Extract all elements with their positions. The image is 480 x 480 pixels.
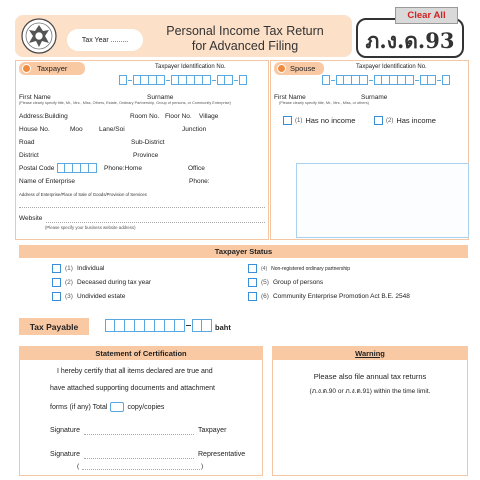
spouse-has-income-option[interactable]: [374, 116, 436, 125]
status-label-1: Individual: [76, 265, 105, 272]
taxpayer-id-label: Taxpayer Identification No.: [155, 64, 226, 70]
status-label-2: Deceased during tax year: [76, 279, 152, 286]
certification-header: [19, 346, 263, 360]
cert-line-3a: forms (if any) Total: [50, 403, 108, 411]
status-label-6: Community Enterprise Promotion Act B.E. 2548: [272, 293, 410, 300]
status-num-4: (4): [261, 265, 268, 272]
spouse-extra-panel: [296, 163, 469, 238]
status-title: Taxpayer Status: [214, 247, 273, 256]
road-label: Road: [19, 139, 35, 146]
spouse-no-income-label: Has no income: [305, 116, 356, 125]
spouse-first-name-label: First Name: [274, 94, 306, 101]
representative-name-input[interactable]: [82, 469, 200, 470]
baht-label: baht: [215, 323, 231, 332]
title-line-2: for Advanced Filing: [191, 39, 299, 53]
postal-code-input[interactable]: [57, 163, 97, 173]
enterprise-address-input[interactable]: [19, 207, 265, 208]
status-option-2[interactable]: [52, 278, 151, 287]
spouse-no-income-option[interactable]: [283, 116, 355, 125]
rep-paren-open: (: [77, 463, 80, 470]
province-label: Province: [133, 152, 159, 159]
website-note: (Please specify your business website address): [45, 225, 136, 230]
status-option-5[interactable]: [248, 278, 323, 287]
status-checkbox-6[interactable]: [248, 292, 257, 301]
phone-home-label: Phone:Home: [104, 165, 142, 172]
form-code: ภ.ง.ด.93: [365, 27, 455, 53]
taxpayer-dot-icon: [22, 64, 31, 73]
tax-payable-tab: [19, 318, 89, 335]
attachment-count-input[interactable]: [110, 402, 124, 412]
cert-line-1: I hereby certify that all items declared are true and: [57, 368, 213, 375]
spouse-label: Spouse: [290, 64, 316, 73]
office-label: Office: [188, 165, 205, 172]
spouse-id-label: Taxpayer Identification No.: [356, 64, 427, 70]
taxpayer-surname-label: Surname: [147, 94, 174, 101]
representative-signature-input[interactable]: [84, 458, 194, 459]
form-code-box: [356, 18, 464, 58]
spouse-id-input[interactable]: [322, 75, 450, 85]
spouse-has-income-checkbox[interactable]: [374, 116, 383, 125]
village-label: Village: [199, 113, 219, 120]
tax-payable-input[interactable]: [105, 319, 212, 332]
status-checkbox-5[interactable]: [248, 278, 257, 287]
tax-payable-label: Tax Payable: [29, 321, 79, 332]
sub-district-label: Sub-District: [131, 139, 165, 146]
spouse-has-income-num: (2): [386, 117, 394, 124]
status-checkbox-4[interactable]: [248, 264, 257, 273]
status-option-1[interactable]: [52, 264, 104, 273]
enterprise-name-label: Name of Enterprise: [19, 178, 75, 185]
status-label-4: Non-registered ordinary partnership: [271, 265, 351, 272]
status-label-3: Undivided estate: [76, 293, 126, 300]
taxpayer-tab: [19, 62, 85, 75]
status-num-6: (6): [261, 293, 269, 300]
spouse-has-income-label: Has income: [396, 116, 436, 125]
cert-line-3: [50, 402, 164, 412]
warning-header: [272, 346, 468, 360]
signature-label-1: Signature: [50, 427, 80, 434]
taxpayer-name-note: (Please clearly specify title, Mr., Mrs., Miss, Others, Estate, Ordinary Partnership, Group of persons, or Community Enterprise): [19, 101, 231, 105]
moo-label: Moo: [70, 126, 83, 133]
district-label: District: [19, 152, 39, 159]
lane-soi-label: Lane/Soi: [99, 126, 125, 133]
taxpayer-panel: [15, 60, 269, 240]
spouse-no-income-num: (1): [295, 117, 303, 124]
website-input[interactable]: [46, 222, 265, 223]
status-option-6[interactable]: [248, 292, 410, 301]
status-checkbox-2[interactable]: [52, 278, 61, 287]
taxpayer-id-input[interactable]: [119, 75, 247, 85]
clear-all-button[interactable]: [395, 7, 458, 24]
spouse-no-income-checkbox[interactable]: [283, 116, 292, 125]
spouse-surname-label: Surname: [361, 94, 388, 101]
tax-year-label: Tax Year .........: [81, 36, 129, 44]
garuda-emblem-icon: [20, 17, 58, 55]
status-num-1: (1): [65, 265, 73, 272]
status-label-5: Group of persons: [272, 279, 324, 286]
junction-label: Junction: [182, 126, 207, 133]
taxpayer-sign-role: Taxpayer: [198, 427, 227, 434]
tax-year-pill[interactable]: [67, 29, 143, 51]
enterprise-address-label: Address of Enterprise/Place of Sale of Goods/Provision of Services: [19, 192, 147, 197]
signature-label-2: Signature: [50, 451, 80, 458]
enterprise-phone-label: Phone:: [189, 178, 210, 185]
status-option-4[interactable]: [248, 264, 350, 273]
status-header: [19, 245, 468, 258]
spouse-dot-icon: [277, 64, 286, 73]
website-label: Website: [19, 215, 43, 222]
taxpayer-first-name-label: First Name: [19, 94, 51, 101]
taxpayer-label: Taxpayer: [37, 64, 68, 73]
warning-title: Warning: [355, 348, 385, 358]
floor-no-label: Floor No.: [165, 113, 192, 120]
status-num-5: (5): [261, 279, 269, 286]
status-option-3[interactable]: [52, 292, 125, 301]
form-title: [150, 24, 340, 54]
warning-line-1: Please also file annual tax returns: [313, 372, 427, 381]
status-checkbox-1[interactable]: [52, 264, 61, 273]
taxpayer-signature-input[interactable]: [84, 434, 194, 435]
cert-line-2: have attached supporting documents and attachment: [50, 385, 215, 392]
room-no-label: Room No.: [130, 113, 160, 120]
spouse-name-note: (Please clearly specify title, Mr., Mrs., Miss, or others): [279, 101, 369, 105]
representative-sign-role: Representative: [198, 451, 246, 458]
warning-line-2: (ภ.ง.ด.90 or ภ.ง.ด.91) within the time limit.: [309, 388, 431, 395]
address-building-label: Address:Building: [19, 113, 68, 120]
house-no-label: House No.: [19, 126, 50, 133]
status-checkbox-3[interactable]: [52, 292, 61, 301]
cert-line-3b: copy/copies: [127, 403, 165, 411]
spouse-tab: [274, 62, 324, 75]
title-line-1: Personal Income Tax Return: [166, 24, 324, 38]
clear-all-label: Clear All: [407, 10, 446, 21]
postal-code-label: Postal Code: [19, 165, 55, 172]
warning-panel: [272, 346, 468, 476]
status-num-2: (2): [65, 279, 73, 286]
status-num-3: (3): [65, 293, 73, 300]
rep-paren-close: ): [201, 463, 204, 470]
certification-title: Statement of Certification: [95, 348, 187, 358]
